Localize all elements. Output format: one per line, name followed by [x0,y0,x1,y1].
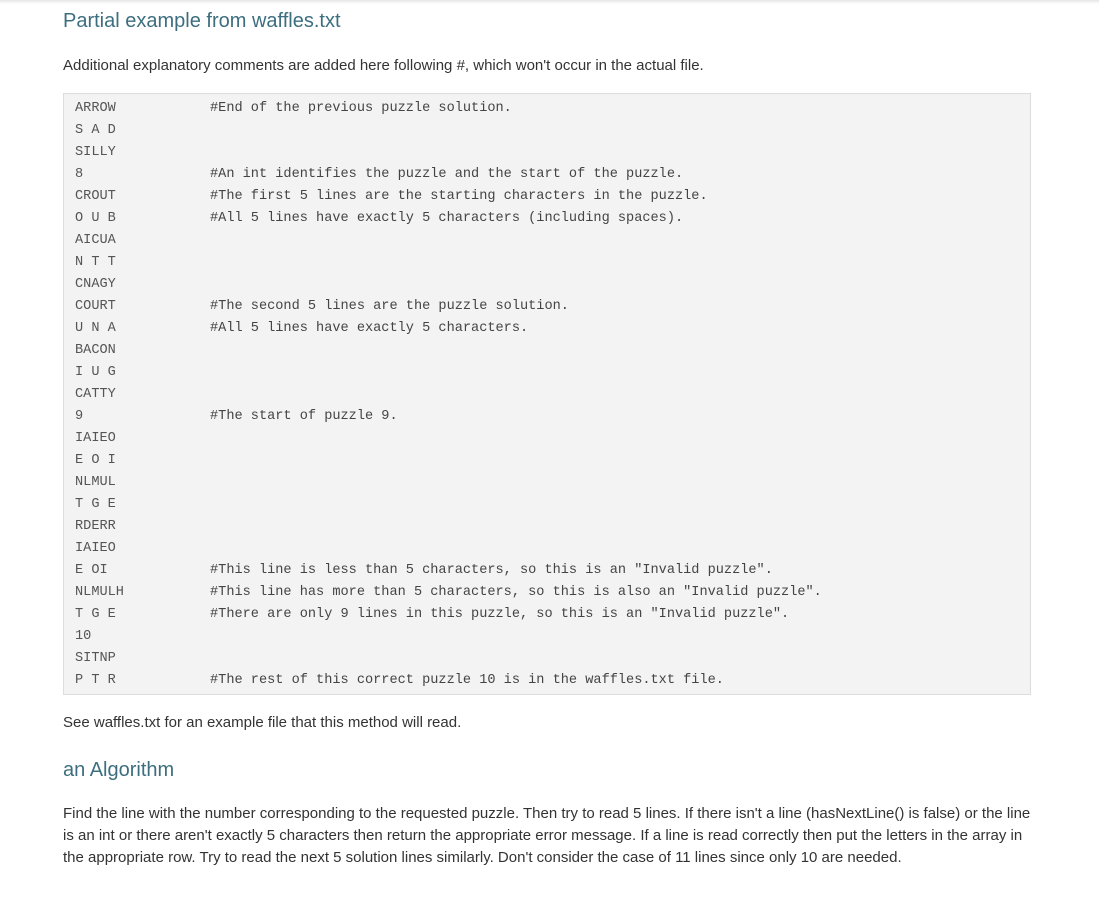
code-line-text: 10 [75,629,92,644]
code-line-text: AICUA [75,233,116,248]
code-line-text: CNAGY [75,277,116,292]
code-line [64,98,1030,120]
code-line-text: P T R [75,673,116,688]
code-line-text: N T T [75,255,116,270]
code-line-text: COURT [75,299,116,314]
code-line-text: E OI [75,563,108,578]
code-line [64,340,1030,362]
code-line-text: U N A [75,321,116,336]
code-line [64,186,1030,208]
see-paragraph: See waffles.txt for an example file that this method will read. [63,714,462,731]
intro-paragraph: Additional explanatory comments are added here following #, which won't occur in the actual file. [63,57,704,74]
code-line-text: BACON [75,343,116,358]
code-line-comment: #There are only 9 lines in this puzzle, so this is an "Invalid puzzle". [210,607,790,622]
algorithm-paragraph: Find the line with the number corresponding to the requested puzzle. Then try to read 5 lines. If there isn't a line (hasNextLine() is false) or the line is an int or there aren't exactly 5 characters then return the appropriate error message. If a line is read correctly then put the letters in the array in the appropriate row. Try to read the next 5 solution lines similarly. Don't consider the case of 11 lines since only 10 are needed. [63,805,1031,866]
code-line-text: 8 [75,167,84,182]
top-shadow [0,0,1099,4]
code-line-comment: #The start of puzzle 9. [210,409,398,424]
algorithm-heading: an Algorithm [63,759,175,781]
code-line-text: SILLY [75,145,116,160]
code-line [64,274,1030,296]
code-line [64,472,1030,494]
code-line-text: CATTY [75,387,116,402]
code-line-comment: #The first 5 lines are the starting characters in the puzzle. [210,189,708,204]
code-line [64,560,1030,582]
code-line [64,406,1030,428]
code-line [64,142,1030,164]
code-line-comment: #This line has more than 5 characters, so this is also an "Invalid puzzle". [210,585,822,600]
code-line [64,450,1030,472]
code-line [64,384,1030,406]
code-line [64,582,1030,604]
code-line [64,120,1030,142]
code-line-text: IAIEO [75,431,116,446]
code-line-text: CROUT [75,189,116,204]
code-line [64,604,1030,626]
code-line [64,252,1030,274]
code-line [64,428,1030,450]
code-line-text: O U B [75,211,116,226]
code-line-text: ARROW [75,101,116,116]
code-line [64,230,1030,252]
code-line-comment: #An int identifies the puzzle and the start of the puzzle. [210,167,684,182]
code-line-comment: #All 5 lines have exactly 5 characters. [210,321,529,336]
code-line [64,318,1030,340]
code-line-comment: #This line is less than 5 characters, so this is an "Invalid puzzle". [210,563,773,578]
code-line-text: SITNP [75,651,116,666]
code-line [64,164,1030,186]
code-line-text: RDERR [75,519,116,534]
code-line [64,670,1030,692]
code-line-text: E O I [75,453,116,468]
code-line [64,362,1030,384]
code-line [64,208,1030,230]
code-line-text: 9 [75,409,84,424]
code-line-text: NLMUL [75,475,116,490]
code-block [63,93,1031,695]
code-line-text: IAIEO [75,541,116,556]
code-line [64,538,1030,560]
code-line [64,494,1030,516]
code-line-text: T G E [75,497,116,512]
code-line-text: NLMULH [75,585,124,600]
code-line [64,296,1030,318]
code-line-text: I U G [75,365,116,380]
code-line-comment: #End of the previous puzzle solution. [210,101,512,116]
code-line [64,648,1030,670]
code-line [64,626,1030,648]
code-line [64,516,1030,538]
code-line-comment: #The rest of this correct puzzle 10 is in the waffles.txt file. [210,673,724,688]
code-line-comment: #The second 5 lines are the puzzle solution. [210,299,569,314]
code-line-comment: #All 5 lines have exactly 5 characters (including spaces). [210,211,684,226]
code-line-text: S A D [75,123,116,138]
code-line-text: T G E [75,607,116,622]
section-heading: Partial example from waffles.txt [63,10,341,32]
